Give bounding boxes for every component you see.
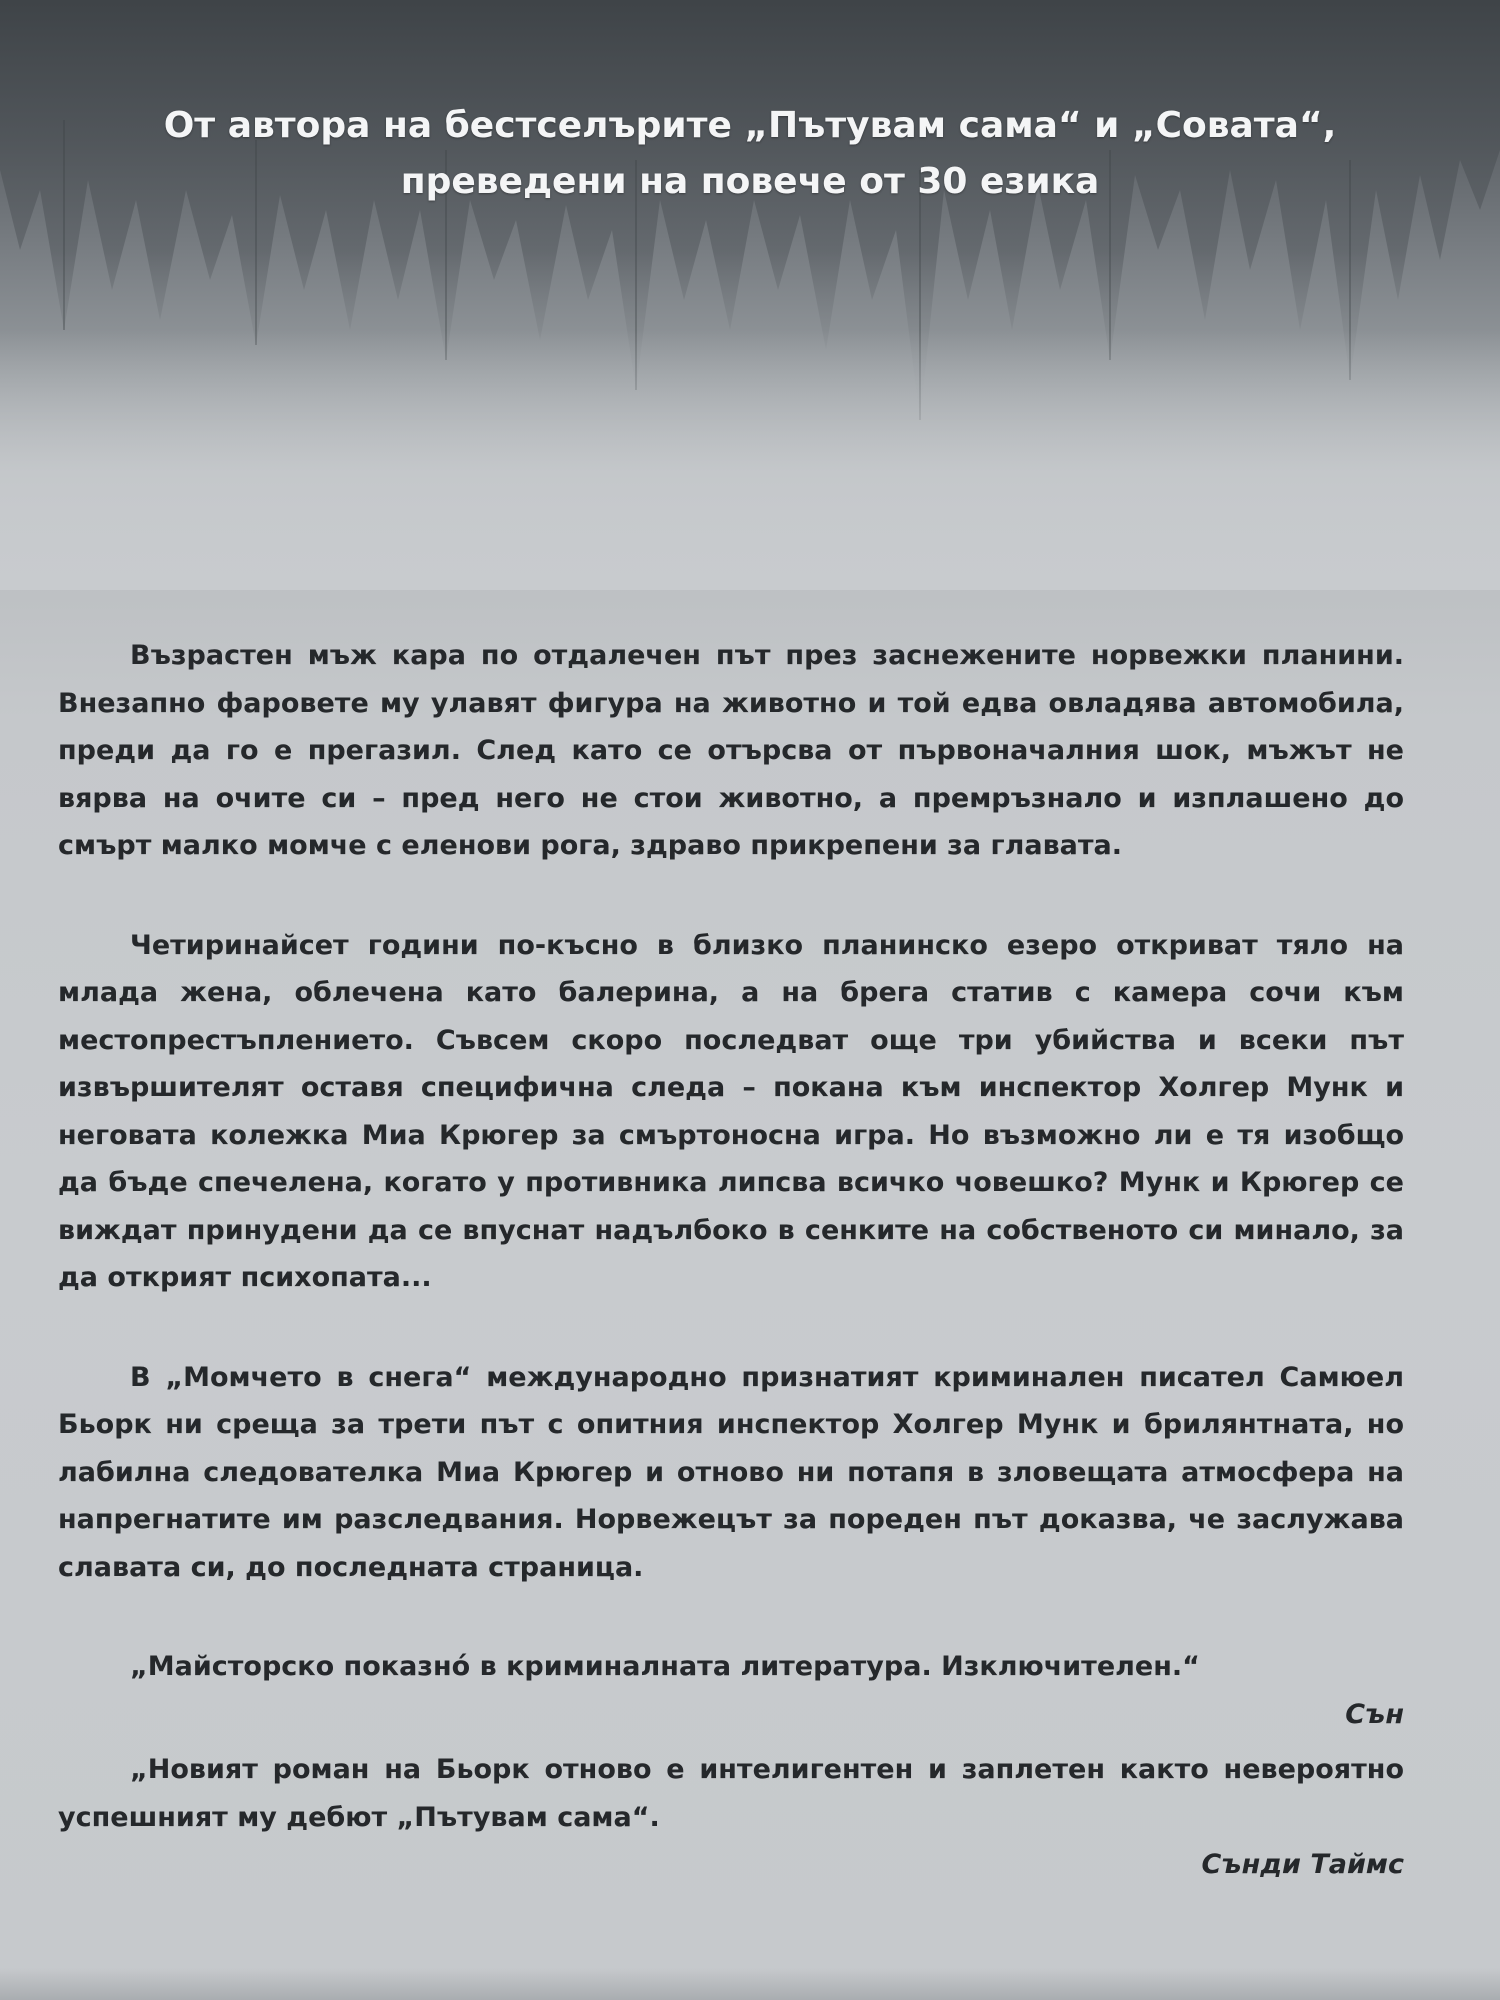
bottom-shadow: [0, 1968, 1500, 2000]
review-source-2: Сънди Таймс: [1201, 1849, 1404, 1880]
review-quote-1: „Майсторско показно́ в криминалната литература. Изключителен.“: [130, 1651, 1200, 1682]
blurb-paragraph-3: В „Момчето в снега“ международно признатият криминален писател Самюел Бьорк ни среща за трети път с опитния инспектор Холгер Мунк и брилянтната, но лабилна следователка Миа Крюгер и отново ни потапя в зловещата атмосфера на напрегнатите им разследвания. Норвежецът за пореден път доказва, че заслужава славата си, до последната страница.: [58, 1361, 1404, 1583]
fog-overlay: [0, 330, 1500, 590]
tagline-line-2: преведени на повече от 30 езика: [400, 161, 1100, 202]
blurb-paragraph-1: Възрастен мъж кара по отдалечен път през заснежените норвежки планини. Внезапно фаровете му улавят фигура на животно и той едва овладява автомобила, преди да го е прегазил. След като се отърсва от първоначалния шок, мъжът не вярва на очите си – пред него не стои животно, а премръзнало и изплашено до смърт малко момче с еленови рога, здраво прикрепени за главата.: [58, 640, 1404, 861]
review-quote-2: „Новият роман на Бьорк отново е интелигентен и заплетен както невероятно успешният му дебют „Пътувам сама“.: [58, 1754, 1404, 1833]
blurb-paragraph-2: Четиринайсет години по-късно в близко планинско езеро откриват тяло на млада жена, облечена като балерина, а на брега статив с камера сочи към местопрестъплението. Съвсем скоро последват още три убийства и всеки път извършителят оставя специфична следа – покана към инспектор Холгер Мунк и неговата колежка Миа Крюгер за смъртоносна игра. Но възможно ли е тя изобщо да бъде спечелена, когато у противника липсва всичко човешко? Мунк и Крюгер се виждат принудени да се впуснат надълбоко в сенките на собственото си минало, за да открият психопата...: [58, 929, 1404, 1293]
blurb-text: [58, 632, 1404, 1889]
tagline-line-1: От автора на бестселърите „Пътувам сама“ и „Совата“,: [163, 105, 1337, 146]
tagline: [0, 98, 1500, 210]
review-source-1: Сън: [1345, 1698, 1404, 1730]
